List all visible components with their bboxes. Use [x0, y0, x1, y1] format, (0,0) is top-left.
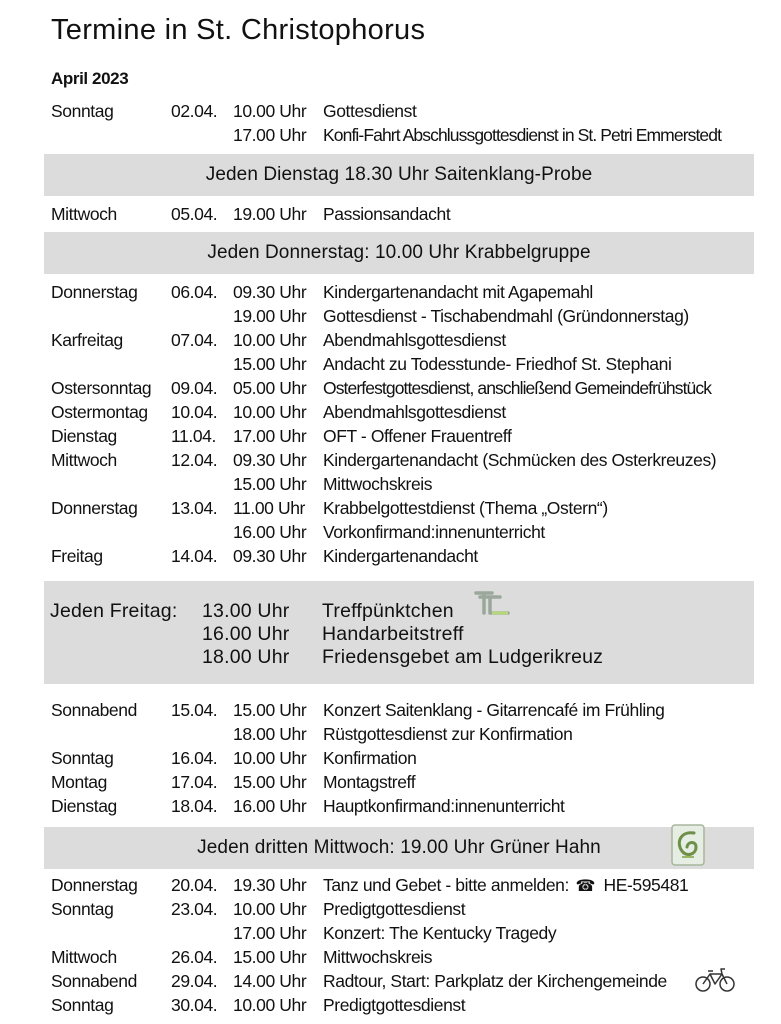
schedule-row	[0, 722, 781, 746]
schedule-row	[0, 304, 781, 328]
schedule-row	[0, 328, 781, 352]
row-date: 06.04.	[171, 282, 218, 302]
schedule-section-3	[0, 280, 781, 568]
row-event-with-phone	[323, 873, 688, 899]
row-time: 10.00 Uhr	[233, 402, 307, 422]
schedule-row	[0, 746, 781, 770]
row-event: Mittwochskreis	[323, 474, 433, 494]
schedule-section-4	[0, 698, 781, 818]
row-day: Freitag	[51, 546, 103, 566]
row-time: 05.00 Uhr	[233, 378, 307, 398]
row-date: 20.04.	[171, 875, 218, 895]
schedule-section-5	[0, 873, 781, 1017]
row-day: Sonntag	[51, 995, 114, 1015]
page-title: Termine in St. Christophorus	[51, 14, 426, 46]
month-heading: April 2023	[51, 69, 129, 88]
friday-event: Handarbeitstreff	[322, 623, 464, 645]
row-event: Passionsandacht	[323, 204, 451, 224]
row-date: 10.04.	[171, 402, 218, 422]
row-day: Donnerstag	[51, 875, 138, 895]
row-day: Sonntag	[51, 748, 114, 768]
row-time: 19.30 Uhr	[233, 875, 307, 895]
schedule-row	[0, 448, 781, 472]
telephone-icon: ☎	[575, 878, 595, 895]
row-event: Andacht zu Todesstunde- Friedhof St. Stephani	[323, 354, 672, 374]
schedule-row	[0, 202, 781, 226]
row-time: 09.30 Uhr	[233, 282, 307, 302]
row-date: 29.04.	[171, 971, 218, 991]
row-day: Mittwoch	[51, 947, 117, 967]
schedule-section-2	[0, 202, 781, 226]
friday-time: 13.00 Uhr	[202, 600, 290, 622]
treffpunkt-logo-icon	[472, 589, 512, 619]
row-date: 02.04.	[171, 101, 218, 121]
friday-time: 18.00 Uhr	[202, 646, 290, 668]
row-time: 16.00 Uhr	[233, 522, 307, 542]
row-time: 15.00 Uhr	[233, 772, 307, 792]
row-event: Rüstgottesdienst zur Konfirmation	[323, 724, 573, 744]
row-event: Kindergartenandacht (Schmücken des Osterkreuzes)	[323, 450, 717, 470]
schedule-section-1	[0, 99, 781, 147]
weekly-band-friday	[44, 581, 754, 684]
schedule-row	[0, 873, 781, 897]
weekly-band-thursday: Jeden Donnerstag: 10.00 Uhr Krabbelgruppe	[44, 232, 754, 274]
weekly-band-tuesday: Jeden Dienstag 18.30 Uhr Saitenklang-Probe	[44, 154, 754, 196]
row-event: Kindergartenandacht mit Agapemahl	[323, 282, 593, 302]
row-day: Mittwoch	[51, 204, 117, 224]
row-event: Osterfestgottesdienst, anschließend Gemeindefrühstück	[323, 378, 712, 398]
row-date: 13.04.	[171, 498, 218, 518]
schedule-row	[0, 698, 781, 722]
schedule-row	[0, 496, 781, 520]
row-day: Sonnabend	[51, 700, 137, 720]
row-event: Konzert Saitenklang - Gitarrencafé im Frühling	[323, 700, 665, 720]
gruener-hahn-logo-icon	[668, 821, 708, 869]
row-day: Montag	[51, 772, 107, 792]
schedule-row	[0, 770, 781, 794]
row-day: Dienstag	[51, 796, 117, 816]
friday-event: Treffpünktchen	[322, 600, 454, 622]
row-date: 18.04.	[171, 796, 218, 816]
row-date: 09.04.	[171, 378, 218, 398]
row-date: 15.04.	[171, 700, 218, 720]
schedule-row	[0, 897, 781, 921]
row-time: 10.00 Uhr	[233, 330, 307, 350]
row-event: Abendmahlsgottesdienst	[323, 402, 506, 422]
friday-event: Friedensgebet am Ludgerikreuz	[322, 646, 604, 668]
row-date: 30.04.	[171, 995, 218, 1015]
row-event: Montagstreff	[323, 772, 416, 792]
schedule-row	[0, 472, 781, 496]
schedule-row	[0, 400, 781, 424]
schedule-row	[0, 280, 781, 304]
row-date: 14.04.	[171, 546, 218, 566]
row-time: 09.30 Uhr	[233, 450, 307, 470]
row-event: Gottesdienst - Tischabendmahl (Gründonnerstag)	[323, 306, 689, 326]
schedule-row	[0, 993, 781, 1017]
row-time: 15.00 Uhr	[233, 700, 307, 720]
row-day: Sonnabend	[51, 971, 137, 991]
schedule-row	[0, 99, 781, 123]
friday-label: Jeden Freitag:	[50, 600, 178, 622]
row-time: 11.00 Uhr	[233, 498, 305, 518]
row-time: 18.00 Uhr	[233, 724, 307, 744]
row-time: 10.00 Uhr	[233, 748, 307, 768]
row-date: 23.04.	[171, 899, 218, 919]
band-text: Jeden dritten Mittwoch: 19.00 Uhr Grüner Hahn	[197, 837, 601, 858]
schedule-row	[0, 969, 781, 993]
row-event: Predigtgottesdienst	[323, 899, 466, 919]
row-day: Sonntag	[51, 899, 114, 919]
friday-time: 16.00 Uhr	[202, 623, 290, 645]
row-day: Dienstag	[51, 426, 117, 446]
row-day: Ostermontag	[51, 402, 148, 422]
schedule-row	[0, 945, 781, 969]
row-time: 09.30 Uhr	[233, 546, 307, 566]
row-event: Konfirmation	[323, 748, 417, 768]
schedule-row	[0, 123, 781, 147]
row-event: Abendmahlsgottesdienst	[323, 330, 506, 350]
row-day: Donnerstag	[51, 498, 138, 518]
row-time: 10.00 Uhr	[233, 995, 307, 1015]
row-date: 17.04.	[171, 772, 218, 792]
row-event: Radtour, Start: Parkplatz der Kirchengemeinde	[323, 971, 667, 991]
row-event: Tanz und Gebet - bitte anmelden:	[323, 875, 569, 895]
row-time: 14.00 Uhr	[233, 971, 307, 991]
row-time: 17.00 Uhr	[233, 923, 307, 943]
row-day: Ostersonntag	[51, 378, 152, 398]
row-event: Kindergartenandacht	[323, 546, 478, 566]
schedule-row	[0, 352, 781, 376]
schedule-row	[0, 544, 781, 568]
schedule-row	[0, 520, 781, 544]
row-time: 15.00 Uhr	[233, 474, 307, 494]
row-event: Gottesdienst	[323, 101, 417, 121]
row-date: 07.04.	[171, 330, 218, 350]
phone-number: HE-595481	[603, 875, 689, 895]
row-event: OFT - Offener Frauentreff	[323, 426, 512, 446]
schedule-row	[0, 424, 781, 448]
row-event: Konzert: The Kentucky Tragedy	[323, 923, 557, 943]
bicycle-icon	[694, 966, 736, 994]
monthly-band-gruener-hahn	[44, 827, 754, 869]
row-event: Predigtgottesdienst	[323, 995, 466, 1015]
row-event: Krabbelgottestdienst (Thema „Ostern“)	[323, 498, 608, 518]
schedule-row	[0, 376, 781, 400]
row-time: 10.00 Uhr	[233, 899, 307, 919]
row-date: 05.04.	[171, 204, 218, 224]
row-time: 16.00 Uhr	[233, 796, 307, 816]
row-time: 17.00 Uhr	[233, 426, 307, 446]
row-day: Sonntag	[51, 101, 114, 121]
row-time: 17.00 Uhr	[233, 125, 307, 145]
row-date: 11.04.	[171, 426, 216, 446]
row-day: Mittwoch	[51, 450, 117, 470]
row-time: 10.00 Uhr	[233, 101, 307, 121]
row-event: Vorkonfirmand:innenunterricht	[323, 522, 545, 542]
row-date: 12.04.	[171, 450, 218, 470]
row-time: 15.00 Uhr	[233, 947, 307, 967]
row-day: Donnerstag	[51, 282, 138, 302]
row-event: Konfi-Fahrt Abschlussgottesdienst in St. Petri Emmerstedt	[323, 125, 722, 145]
row-event: Hauptkonfirmand:innenunterricht	[323, 796, 565, 816]
schedule-row	[0, 921, 781, 945]
row-date: 26.04.	[171, 947, 218, 967]
row-event: Mittwochskreis	[323, 947, 433, 967]
row-time: 19.00 Uhr	[233, 204, 307, 224]
row-time: 15.00 Uhr	[233, 354, 307, 374]
row-date: 16.04.	[171, 748, 218, 768]
row-time: 19.00 Uhr	[233, 306, 307, 326]
row-day: Karfreitag	[51, 330, 123, 350]
schedule-row	[0, 794, 781, 818]
